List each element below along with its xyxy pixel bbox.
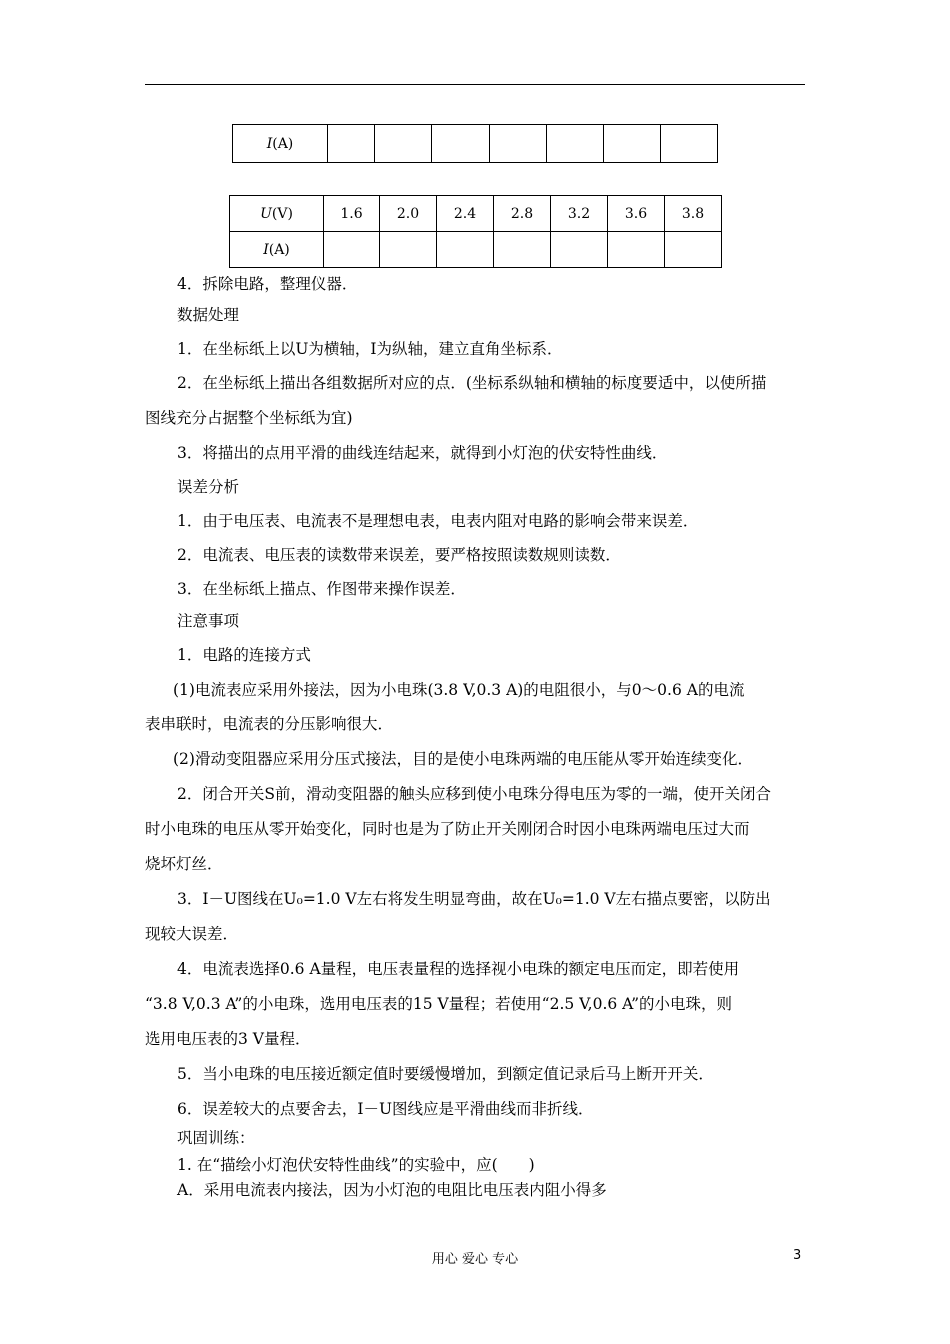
text-line: 表串联时，电流表的分压影响很大． — [145, 715, 394, 733]
text-line: 图线充分占据整个坐标纸为宜) — [145, 409, 353, 427]
table-row — [230, 232, 722, 268]
text-line: 烧坏灯丝． — [145, 855, 223, 873]
table-cell — [375, 125, 432, 163]
page-number: 3 — [793, 1248, 802, 1263]
text-line: 1．在坐标纸上以U为横轴，I为纵轴，建立直角坐标系． — [177, 340, 563, 358]
table-cell — [665, 232, 722, 268]
current-table-top — [232, 124, 718, 163]
text-line: 5．当小电珠的电压接近额定值时要缓慢增加，到额定值记录后马上断开开关． — [177, 1065, 714, 1083]
table-cell: 2.0 — [380, 196, 437, 232]
table-cell — [324, 232, 380, 268]
text-line: (2)滑动变阻器应采用分压式接法，目的是使小电珠两端的电压能从零开始连续变化． — [173, 750, 753, 768]
table-cell: 3.8 — [665, 196, 722, 232]
section-heading: 数据处理 — [177, 306, 240, 324]
text-line: 1．电路的连接方式 — [177, 646, 311, 664]
section-heading: 注意事项 — [177, 612, 240, 630]
text-line: 1．由于电压表、电流表不是理想电表，电表内阻对电路的影响会带来误差． — [177, 512, 699, 530]
table-cell — [380, 232, 437, 268]
table-row — [230, 196, 722, 232]
table-cell — [551, 232, 608, 268]
text-line: 2．闭合开关S前，滑动变阻器的触头应移到使小电珠分得电压为零的一端，使开关闭合 — [177, 785, 771, 803]
text-line: “3.8 V,0.3 A”的小电珠，选用电压表的15 V量程；若使用“2.5 V,0.6 A”的小电珠，则 — [145, 995, 733, 1013]
table-cell: 2.4 — [437, 196, 494, 232]
page-footer: 用心 爱心 专心 — [431, 1252, 519, 1267]
section-heading: 巩固训练： — [177, 1129, 255, 1147]
text-line: 4．电流表选择0.6 A量程，电压表量程的选择视小电珠的额定电压而定，即若使用 — [177, 960, 740, 978]
table-cell — [608, 232, 665, 268]
row-label: U(V) — [230, 196, 324, 232]
table-row — [233, 125, 718, 163]
table-cell — [437, 232, 494, 268]
row-label: I(A) — [233, 125, 328, 163]
text-line: 4．拆除电路，整理仪器． — [177, 275, 358, 293]
table-cell — [661, 125, 718, 163]
text-line: 选用电压表的3 V量程． — [145, 1030, 311, 1048]
text-line: 2．电流表、电压表的读数带来误差，要严格按照读数规则读数． — [177, 546, 621, 564]
row-label: I(A) — [230, 232, 324, 268]
text-line: 2．在坐标纸上描出各组数据所对应的点．(坐标系纵轴和横轴的标度要适中，以使所描 — [177, 374, 767, 392]
table-cell: 2.8 — [494, 196, 551, 232]
table-cell — [494, 232, 551, 268]
table-cell — [432, 125, 490, 163]
table-cell — [328, 125, 375, 163]
table-cell — [490, 125, 547, 163]
table-cell — [604, 125, 661, 163]
section-heading: 误差分析 — [177, 478, 240, 496]
text-line: 时小电珠的电压从零开始变化，同时也是为了防止开关刚闭合时因小电珠两端电压过大而 — [145, 820, 750, 838]
text-line: 3．将描出的点用平滑的曲线连结起来，就得到小灯泡的伏安特性曲线． — [177, 444, 668, 462]
table-cell: 3.2 — [551, 196, 608, 232]
text-line: 3．在坐标纸上描点、作图带来操作误差． — [177, 580, 466, 598]
text-line: 3．I－U图线在U₀=1.0 V左右将发生明显弯曲，故在U₀=1.0 V左右描点要密，以防出 — [177, 890, 771, 908]
text-line: 现较大误差． — [145, 925, 239, 943]
header-rule — [145, 84, 805, 85]
question-text: 1. 在“描绘小灯泡伏安特性曲线”的实验中，应( ) — [177, 1156, 535, 1174]
table-cell — [547, 125, 604, 163]
voltage-current-table — [229, 195, 722, 268]
answer-option: A．采用电流表内接法，因为小灯泡的电阻比电压表内阻小得多 — [177, 1181, 607, 1199]
table-cell: 1.6 — [324, 196, 380, 232]
text-line: 6．误差较大的点要舍去，I－U图线应是平滑曲线而非折线． — [177, 1100, 594, 1118]
text-line: (1)电流表应采用外接法，因为小电珠(3.8 V,0.3 A)的电阻很小，与0～0.6 A的电流 — [173, 681, 745, 699]
table-cell: 3.6 — [608, 196, 665, 232]
